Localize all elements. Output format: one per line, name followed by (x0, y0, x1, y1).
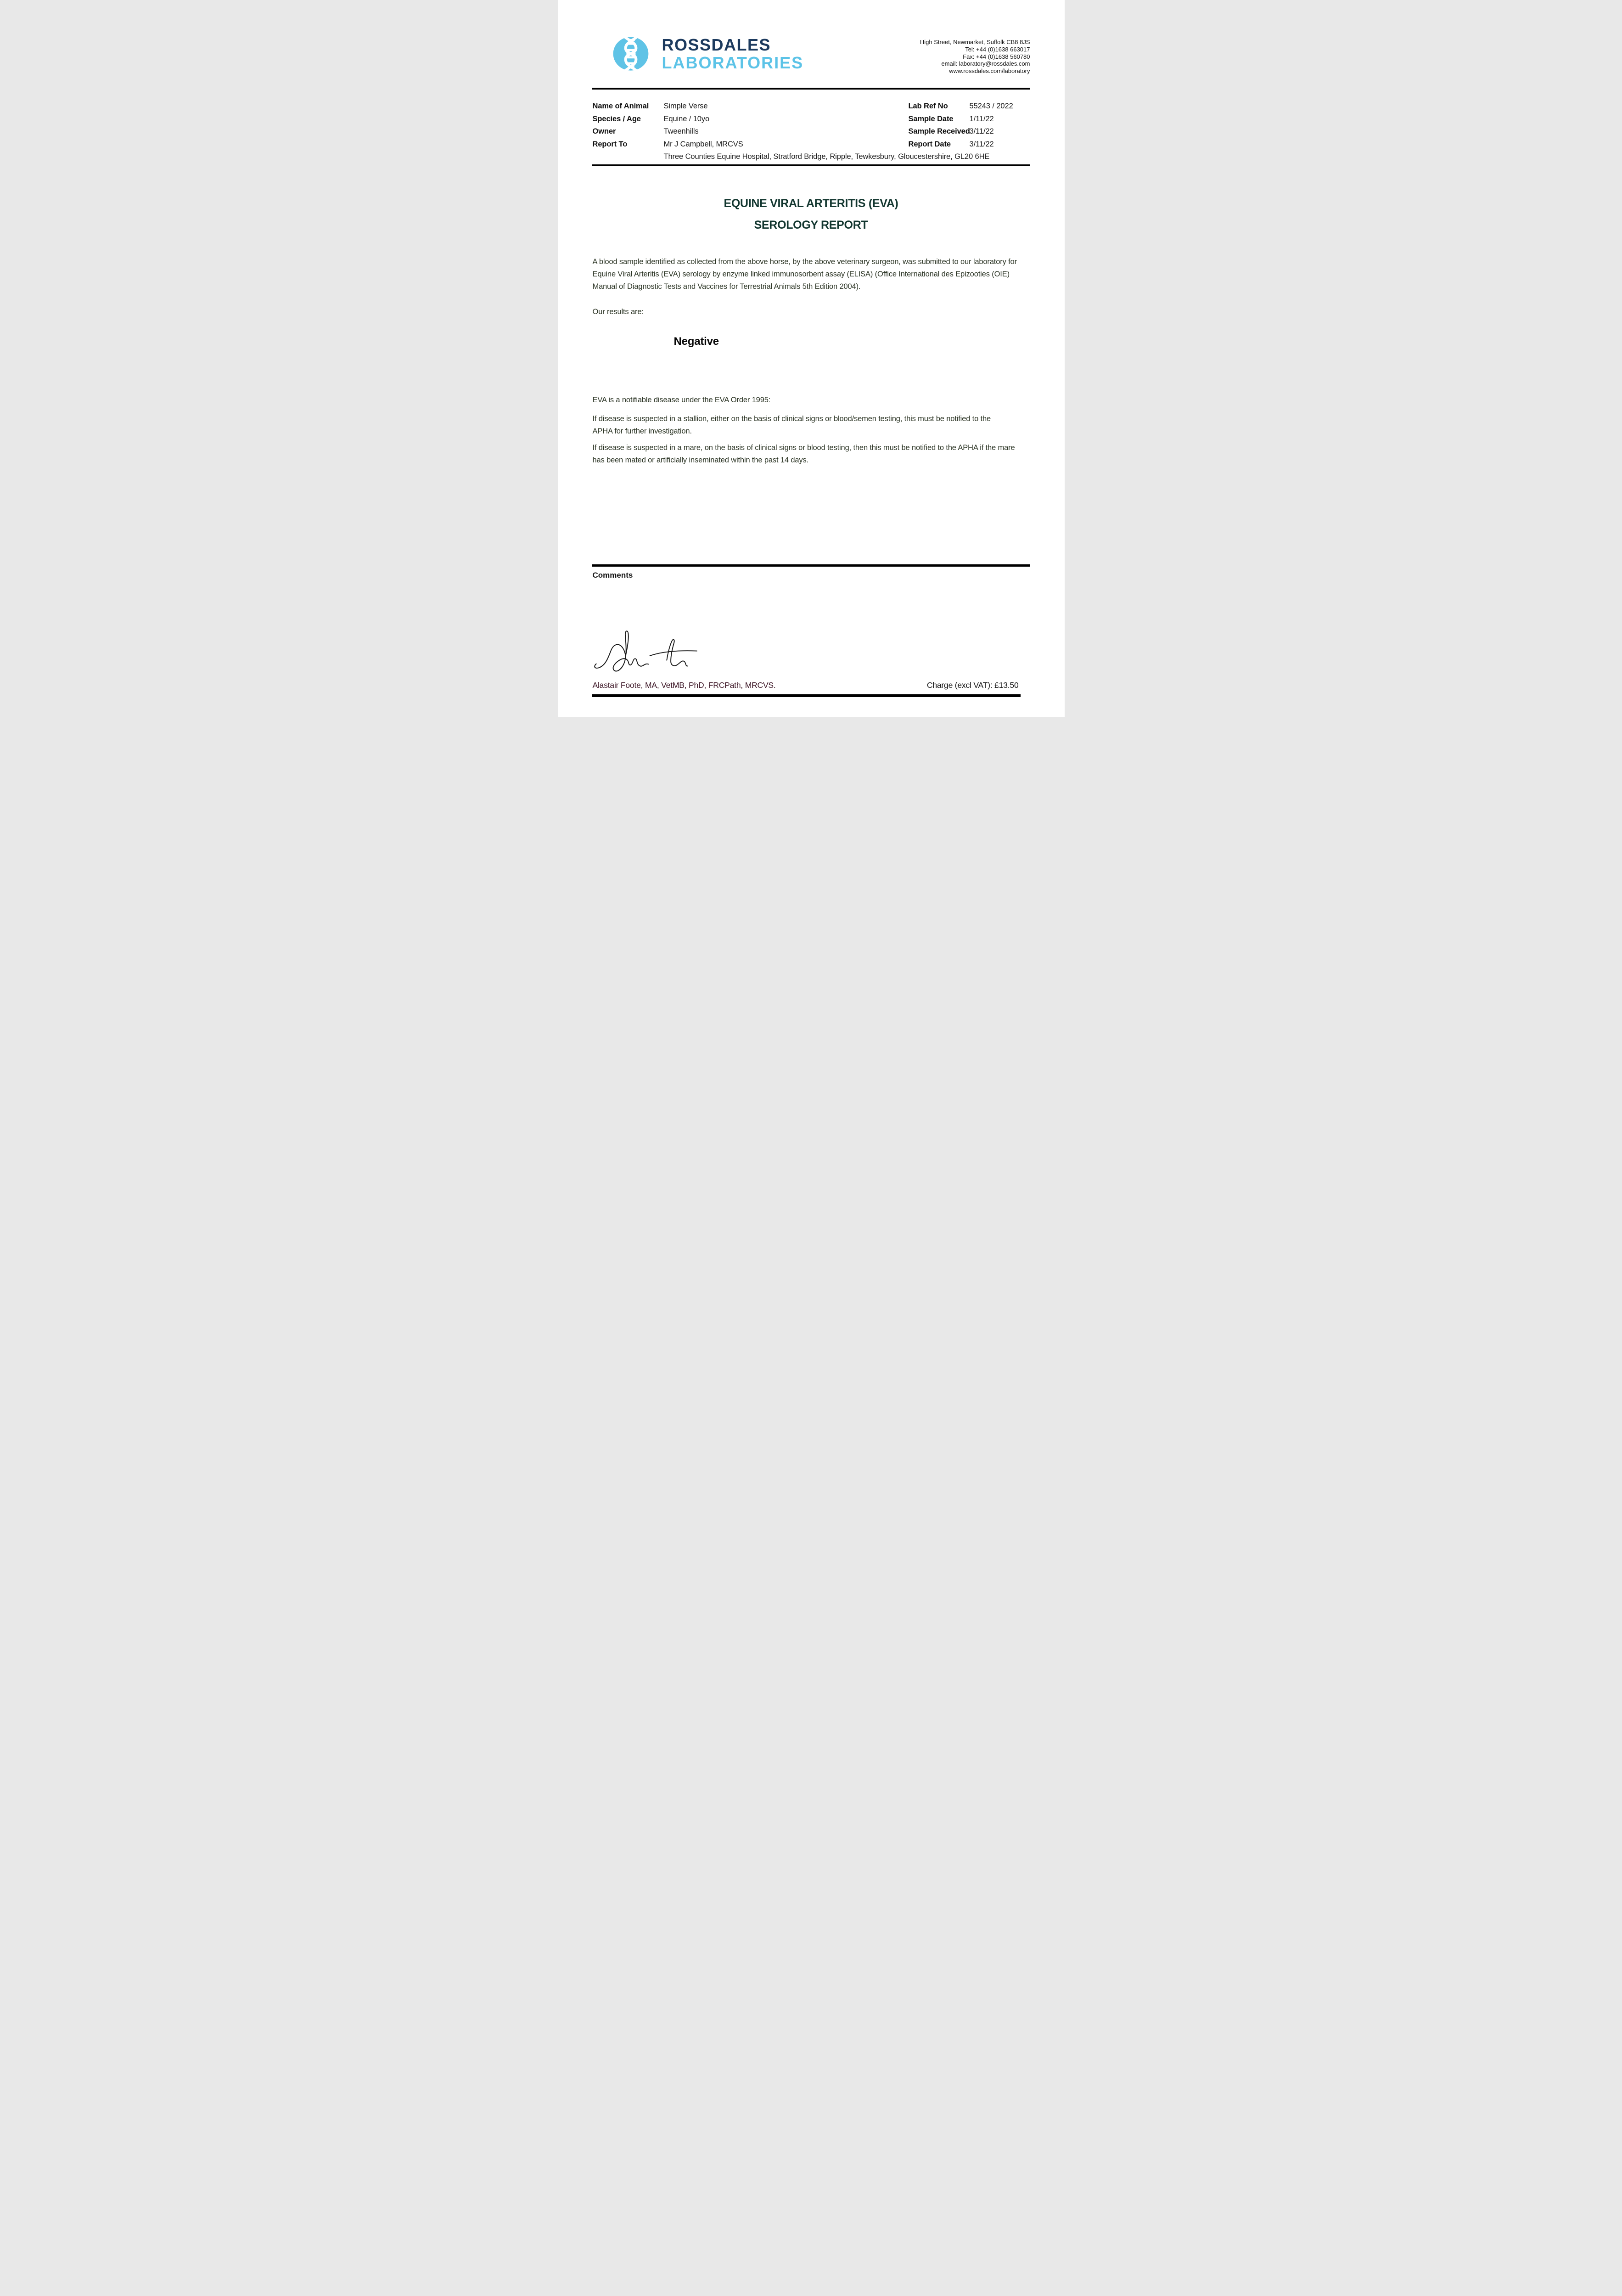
footer-divider (592, 694, 1021, 697)
lab-contact-block (920, 39, 1030, 75)
field-label: Lab Ref No (908, 102, 948, 110)
results-label: Our results are: (592, 307, 644, 316)
lab-website: www.rossdales.com/laboratory (949, 68, 1030, 75)
report-intro-paragraph: A blood sample identified as collected from the above horse, by the above veterinary surgeon, was submitted to our laboratory for Equine Viral Arteritis (EVA) serology by enzyme linked immunosorbent assay (ELISA) (Office International des Epizooties (OIE) Manual of Diagnostic Tests and Vaccines for Terrestrial Animals 5th Edition 2004). (592, 257, 1017, 291)
charge-value: Charge (excl VAT): £13.50 (926, 681, 1019, 690)
field-label: Species / Age (592, 114, 641, 123)
owner-value: Tweenhills (663, 127, 699, 135)
lab-tel: Tel: +44 (0)1638 663017 (965, 45, 1030, 53)
species-age-value: Equine / 10yo (663, 114, 710, 123)
report-title-line2: SEROLOGY REPORT (754, 219, 868, 231)
report-title-line1: EQUINE VIRAL ARTERITIS (EVA) (724, 197, 898, 210)
lab-report-page (558, 0, 1065, 717)
report-to-address: Three Counties Equine Hospital, Stratford Bridge, Ripple, Tewkesbury, Gloucestershire, GL20 6HE (663, 152, 990, 161)
comments-divider (592, 564, 1030, 567)
sample-info-right-column (909, 100, 1030, 151)
field-label: Owner (592, 127, 616, 135)
field-label: Report Date (908, 140, 951, 148)
lab-fax: Fax: +44 (0)1638 560780 (963, 53, 1030, 60)
table-row (909, 113, 1030, 126)
mare-note: If disease is suspected in a mare, on the basis of clinical signs or blood testing, then this must be notified to the APHA if the mare has been mated or artificially inseminated within the past 14 days. (592, 443, 1015, 464)
lab-ref-value: 55243 / 2022 (969, 102, 1013, 110)
report-to-value: Mr J Campbell, MRCVS (663, 140, 743, 148)
dna-helix-icon (611, 35, 651, 73)
lab-email: email: laboratory@rossdales.com (941, 60, 1030, 68)
field-label: Report To (592, 140, 628, 148)
lab-address: High Street, Newmarket, Suffolk CB8 8JS (920, 39, 1030, 45)
header-divider (592, 88, 1030, 90)
report-date-value: 3/11/22 (969, 140, 994, 148)
animal-name-value: Simple Verse (663, 102, 708, 110)
report-title (592, 193, 1030, 236)
logo (662, 36, 804, 72)
field-label: Sample Date (908, 114, 954, 123)
logo-subname: LABORATORIES (662, 53, 804, 72)
field-label: Name of Animal (592, 102, 649, 110)
comments-heading: Comments (592, 571, 633, 580)
signature (590, 623, 702, 674)
signatory-name: Alastair Foote, MA, VetMB, PhD, FRCPath, MRCVS. (592, 681, 776, 690)
logo-name: ROSSDALES (662, 35, 771, 54)
table-row (909, 100, 1030, 113)
sample-date-value: 1/11/22 (969, 114, 994, 123)
table-row (909, 138, 1030, 151)
table-row (909, 125, 1030, 138)
stallion-note: If disease is suspected in a stallion, either on the basis of clinical signs or blood/semen testing, this must be notified to the APHA for further investigation. (592, 414, 991, 435)
table-divider (592, 164, 1030, 166)
sample-received-value: 3/11/22 (969, 127, 994, 135)
field-label: Sample Received (908, 127, 970, 135)
result-value: Negative (673, 335, 719, 348)
sample-info-table (592, 100, 1030, 161)
notifiable-disease-note: EVA is a notifiable disease under the EVA Order 1995: (592, 395, 771, 404)
